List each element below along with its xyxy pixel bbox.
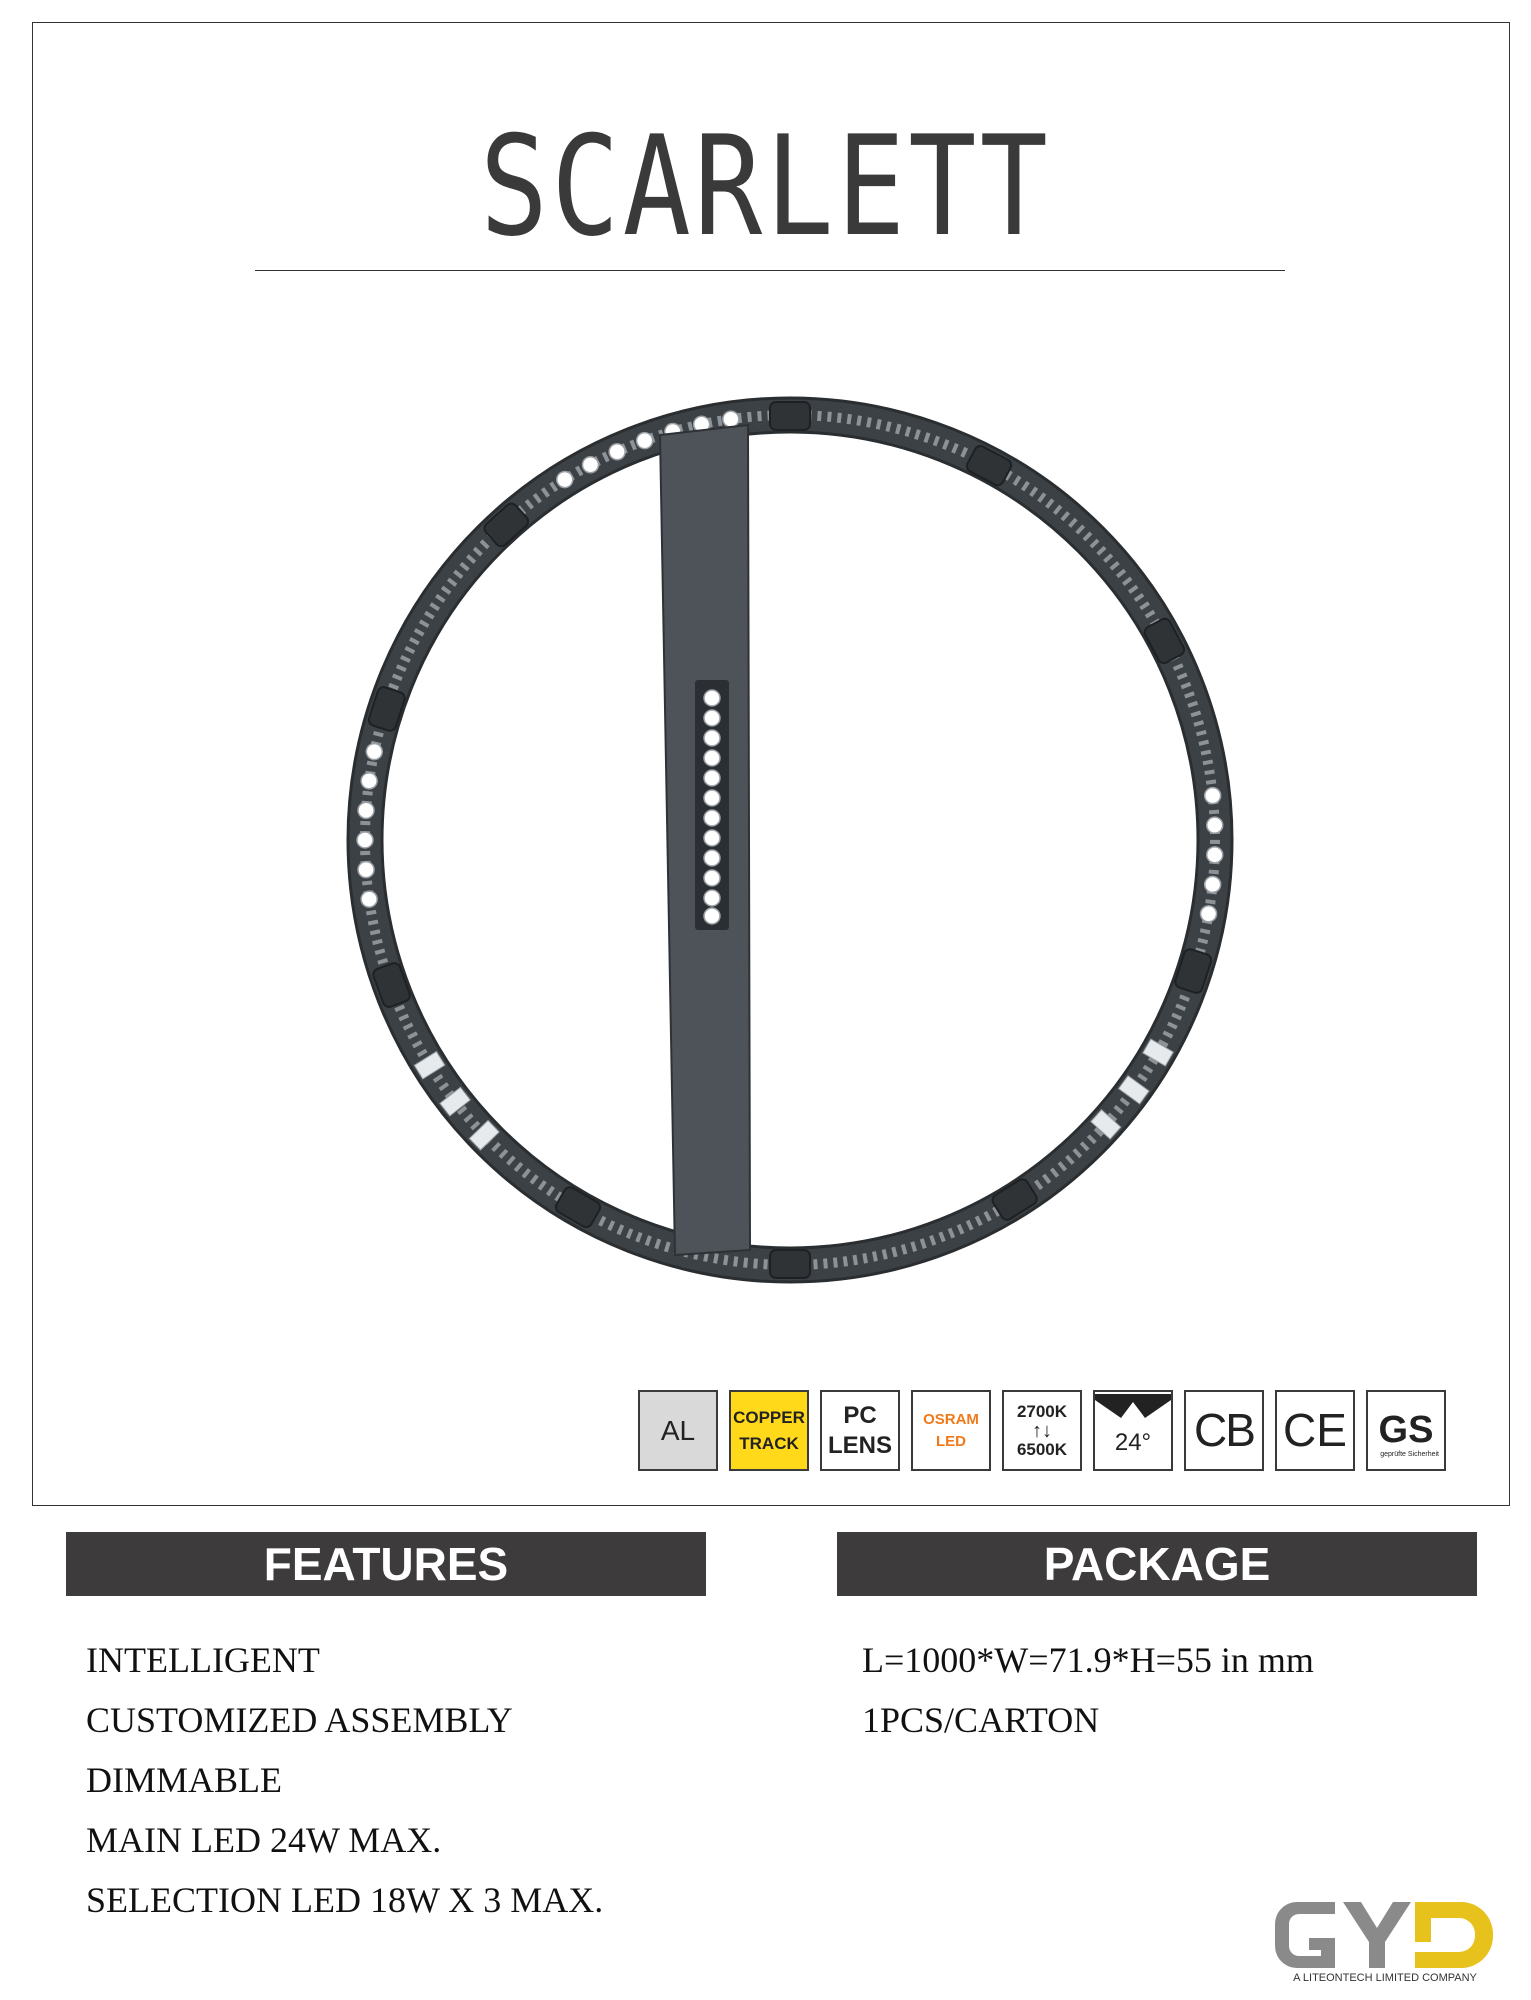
osram-label: OSRAM — [923, 1410, 979, 1428]
product-image-ring-light — [330, 380, 1250, 1300]
osram-led-label: LED — [936, 1432, 966, 1450]
package-item: L=1000*W=71.9*H=55 in mm — [862, 1640, 1314, 1680]
beam-angle-label: 24° — [1114, 1428, 1152, 1456]
color-temperature-badge — [1002, 1390, 1082, 1471]
features-heading: FEATURES — [263, 1538, 509, 1590]
pc-lens-badge — [820, 1390, 900, 1471]
track-label: TRACK — [739, 1433, 799, 1453]
gs-small-label: geprüfte Sicherheit — [1380, 1451, 1439, 1459]
lens-label: LENS — [827, 1431, 892, 1459]
aluminum-badge — [638, 1390, 718, 1471]
cct-arrows-icon: ↑↓ — [1032, 1419, 1052, 1442]
ce-mark-badge — [1275, 1390, 1355, 1471]
feature-item: MAIN LED 24W MAX. — [86, 1820, 442, 1860]
package-heading: PACKAGE — [1043, 1538, 1271, 1590]
logo-caption: A LITEONTECH LIMITED COMPANY — [1293, 1972, 1477, 1984]
package-item: 1PCS/CARTON — [862, 1700, 1100, 1740]
feature-item: INTELLIGENT — [86, 1640, 320, 1680]
features-heading-bar — [66, 1532, 706, 1596]
package-list — [862, 1630, 1314, 1750]
gs-label: GS — [1378, 1408, 1434, 1451]
cct-min-label: 2700K — [1016, 1401, 1068, 1421]
certification-badges — [638, 1390, 1446, 1473]
package-heading-bar — [837, 1532, 1477, 1596]
pc-label: PC — [843, 1402, 877, 1430]
copper-label: COPPER — [733, 1407, 805, 1427]
beam-angle-icon — [1095, 1394, 1171, 1420]
features-list — [86, 1630, 603, 1930]
feature-item: CUSTOMIZED ASSEMBLY — [86, 1700, 513, 1740]
title-divider — [255, 270, 1285, 271]
cb-cert-badge — [1184, 1390, 1264, 1471]
osram-led-badge — [911, 1390, 991, 1471]
beam-angle-badge — [1093, 1390, 1173, 1471]
cct-max-label: 6500K — [1016, 1439, 1068, 1459]
ce-label: CE — [1283, 1404, 1347, 1457]
copper-track-badge — [729, 1390, 809, 1471]
product-title: SCARLETT — [479, 106, 1052, 267]
feature-item: SELECTION LED 18W X 3 MAX. — [86, 1880, 604, 1920]
cb-label: CB — [1194, 1404, 1254, 1457]
feature-item: DIMMABLE — [86, 1760, 282, 1800]
gs-mark-badge — [1366, 1390, 1446, 1471]
aluminum-label: AL — [660, 1414, 696, 1446]
